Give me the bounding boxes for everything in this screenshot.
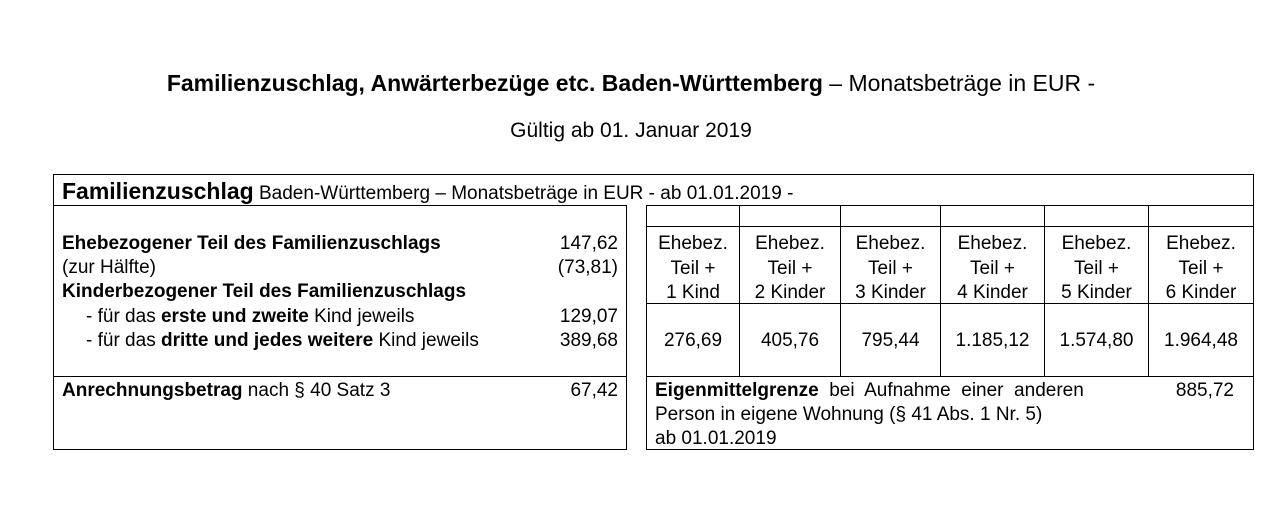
child-row-2-prefix: - für das [86, 330, 161, 351]
child-row-2-suffix: Kind jeweils [373, 330, 479, 351]
table-right-border [1253, 174, 1254, 450]
left-values-bottom-line [53, 376, 627, 377]
half-label: (zur Hälfte) [62, 257, 156, 278]
child-row-2-bold: dritte und jedes weitere [160, 330, 374, 351]
table-heading-bold: Familienzuschlag [62, 178, 254, 204]
col-header-top-line [646, 226, 1254, 227]
heading-bottom-border-left [53, 205, 627, 206]
col-header-5 [1045, 232, 1148, 306]
ehe-value: 147,62 [559, 233, 618, 254]
col-header-1-line3: 1 Kind [666, 282, 720, 303]
col-values-bottom-line [646, 376, 1254, 377]
table-heading [62, 178, 793, 205]
col-header-6-line1: Ehebez. [1166, 233, 1236, 254]
page-title-rest: – Monatsbeträge in EUR - [822, 70, 1096, 96]
table-heading-rest: Baden-Württemberg – Monatsbeträge in EUR - ab 01.01.2019 - [253, 183, 794, 204]
left-block-right-border [626, 205, 627, 450]
col-header-5-line1: Ehebez. [1061, 233, 1132, 254]
col-value-6: 1.964,48 [1164, 330, 1238, 351]
eigenmittel-label-bold: Eigenmittelgrenze [655, 380, 819, 401]
half-value: (73,81) [557, 257, 618, 278]
col-header-4-line3: 4 Kinder [957, 282, 1028, 303]
child-row-2-value: 389,68 [559, 330, 618, 351]
col-value-1: 276,69 [663, 330, 723, 351]
col-header-4-line2: Teil + [970, 257, 1015, 279]
col-header-6 [1149, 232, 1253, 306]
page-title-bold: Familienzuschlag, Anwärterbezüge etc. Baden-Württemberg [166, 70, 823, 96]
child-row-1-bold: erste und zweite [160, 306, 309, 327]
col-header-5-line3: 5 Kinder [1061, 282, 1132, 303]
col-header-1-line2: Teil + [670, 257, 716, 279]
col-header-3-line3: 3 Kinder [855, 282, 926, 303]
kind-label: Kinderbezogener Teil des Familienzuschlags [62, 281, 467, 302]
col-header-3-line2: Teil + [868, 257, 913, 279]
col-header-2-line3: 2 Kinder [754, 282, 826, 303]
left-block-bottom-border [53, 449, 627, 450]
table-left-border [53, 174, 54, 450]
child-row-1-suffix: Kind jeweils [308, 306, 415, 327]
col-header-2 [740, 232, 840, 306]
col-header-6-line2: Teil + [1178, 257, 1224, 279]
anrechnung-value: 67,42 [570, 380, 618, 401]
anrechnung-label [62, 379, 390, 403]
child-row-2 [86, 329, 479, 353]
col-header-1 [647, 232, 739, 306]
col-header-1-line1: Ehebez. [658, 233, 728, 254]
child-row-1 [86, 305, 414, 329]
eigenmittel-line3: ab 01.01.2019 [655, 428, 777, 449]
anrechnung-label-rest: nach § 40 Satz 3 [242, 380, 391, 401]
eigenmittel-value: 885,72 [1175, 380, 1234, 401]
child-row-1-prefix: - für das [86, 306, 161, 327]
ehe-label: Ehebezogener Teil des Familienzuschlags [62, 233, 441, 254]
col-value-2: 405,76 [760, 330, 820, 351]
col-header-3-line1: Ehebez. [855, 233, 926, 254]
col-header-5-line2: Teil + [1074, 257, 1119, 279]
page-title [0, 70, 1262, 97]
eigenmittel-line1 [655, 379, 1084, 403]
child-row-1-value: 129,07 [559, 306, 618, 327]
col-header-3 [841, 232, 940, 306]
col-header-2-line2: Teil + [767, 257, 813, 279]
col-header-6-line3: 6 Kinder [1165, 282, 1237, 303]
col-header-4 [941, 232, 1044, 306]
table-top-border [53, 174, 1254, 175]
col-header-4-line1: Ehebez. [957, 233, 1028, 254]
eigenmittel-label-rest: bei Aufnahme einer anderen [818, 380, 1084, 401]
valid-from-line: Gültig ab 01. Januar 2019 [510, 119, 752, 142]
col-value-5: 1.574,80 [1059, 330, 1134, 351]
col-value-4: 1.185,12 [955, 330, 1030, 351]
heading-bottom-border-right [646, 205, 1254, 206]
col-header-2-line1: Ehebez. [755, 233, 825, 254]
col-value-3: 795,44 [861, 330, 920, 351]
anrechnung-label-bold: Anrechnungsbetrag [62, 380, 243, 401]
eigenmittel-line2: Person in eigene Wohnung (§ 41 Abs. 1 Nr. 5) [655, 404, 1043, 425]
